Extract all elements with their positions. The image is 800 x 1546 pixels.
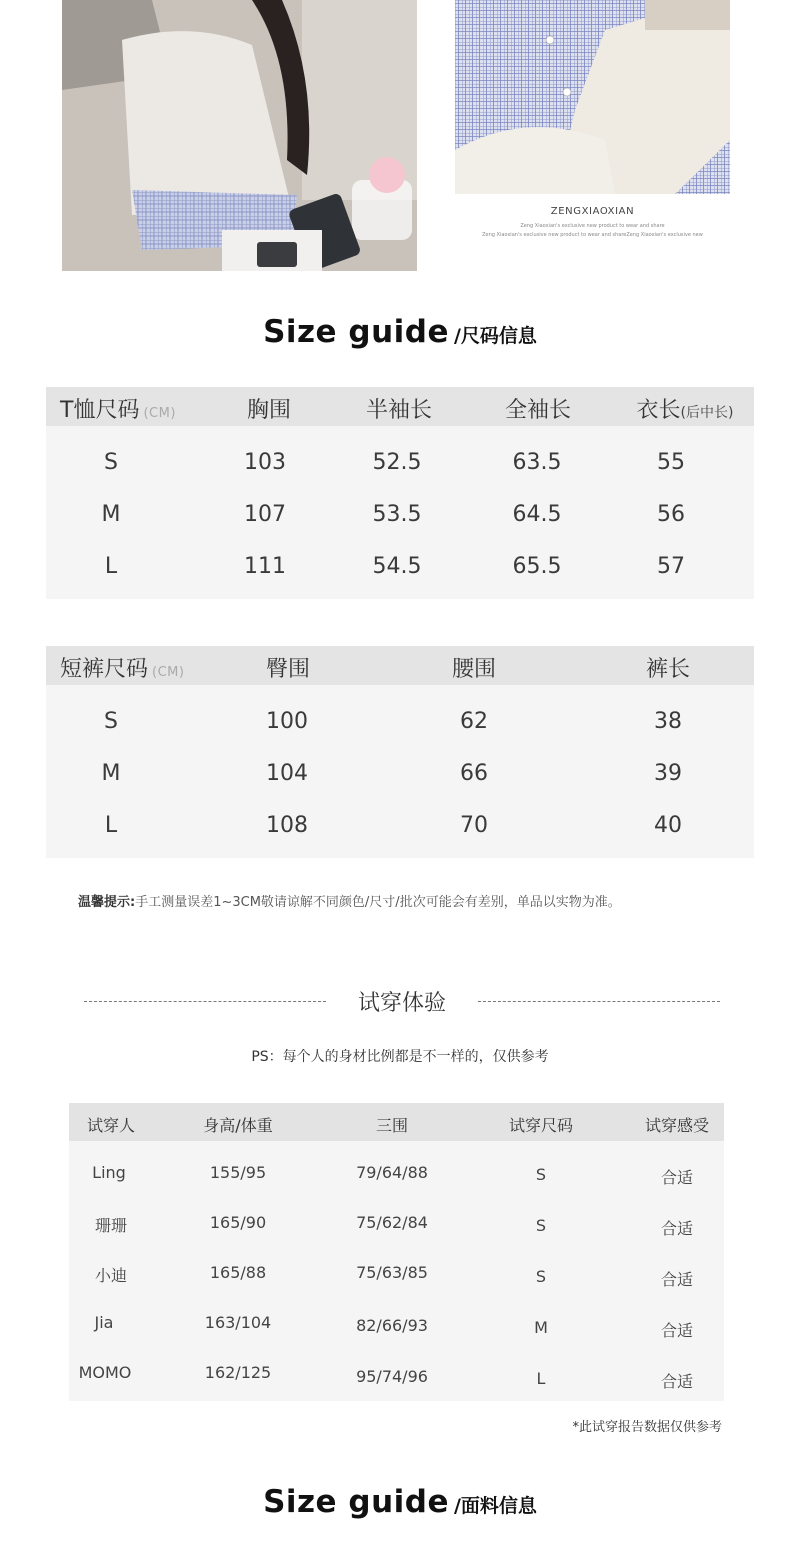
brand-block xyxy=(455,206,730,240)
tried-size: S xyxy=(535,1267,547,1286)
table-body xyxy=(46,426,754,599)
tester-name: Jia xyxy=(94,1313,114,1332)
fit-feeling: 合适 xyxy=(660,1270,694,1289)
value-cell: 63.5 xyxy=(512,450,562,475)
size-cell: L xyxy=(104,813,118,838)
measurements: 82/66/93 xyxy=(356,1316,428,1335)
tip-label: 温馨提示: xyxy=(78,895,136,910)
fitting-table xyxy=(69,1103,724,1401)
column-header: 身高/体重 xyxy=(203,1116,273,1135)
height-weight: 163/104 xyxy=(204,1313,272,1332)
column-header: 三围 xyxy=(375,1116,409,1135)
value-cell: 107 xyxy=(244,502,286,527)
measurement-tip xyxy=(78,891,621,910)
detail-photo-illustration xyxy=(455,0,730,194)
unit-label: (CM) xyxy=(143,406,176,421)
value-cell: 66 xyxy=(460,761,488,786)
value-cell: 54.5 xyxy=(372,554,422,579)
product-photo-model xyxy=(62,0,417,271)
fitting-ps-note: PS：每个人的身材比例都是不一样的，仅供参考 xyxy=(251,1049,549,1065)
measurements: 95/74/96 xyxy=(356,1367,428,1386)
value-cell: 111 xyxy=(244,554,286,579)
fitting-title-text: 试穿体验 xyxy=(357,991,446,1016)
header-label-text: 短裤尺码 xyxy=(60,657,149,682)
value-cell: 100 xyxy=(266,709,308,734)
height-weight: 155/95 xyxy=(209,1163,267,1182)
fitting-title xyxy=(84,986,720,1018)
measurements: 79/64/88 xyxy=(356,1163,428,1182)
column-header-text: 衣长 xyxy=(636,398,681,423)
fit-feeling: 合适 xyxy=(660,1219,694,1238)
size-guide-title-cn: /尺码信息 xyxy=(453,325,537,347)
fitting-footnote: *此试穿报告数据仅供参考 xyxy=(572,1420,722,1435)
value-cell: 70 xyxy=(460,813,488,838)
column-header: 试穿感受 xyxy=(644,1116,710,1135)
tried-size: L xyxy=(536,1369,546,1388)
table-body xyxy=(46,685,754,858)
size-cell: S xyxy=(104,709,118,734)
column-header: 全袖长 xyxy=(504,398,572,423)
size-guide-title xyxy=(0,314,800,350)
value-cell: 65.5 xyxy=(512,554,562,579)
column-header: 试穿尺码 xyxy=(508,1116,574,1135)
column-header xyxy=(637,393,734,424)
value-cell: 39 xyxy=(654,761,682,786)
model-photo-illustration xyxy=(62,0,417,271)
height-weight: 165/88 xyxy=(209,1263,267,1282)
fit-feeling: 合适 xyxy=(660,1372,694,1391)
header-label xyxy=(60,393,176,424)
value-cell: 108 xyxy=(266,813,308,838)
brand-tagline-secondary: Zeng Xiaoxian's exclusive new product to wear and shareZeng Xiaoxian's exclusive new xyxy=(482,232,703,238)
header-label xyxy=(60,652,184,683)
unit-label: (CM) xyxy=(152,665,185,680)
table-header xyxy=(46,387,754,426)
divider-right xyxy=(478,1001,720,1002)
table-header xyxy=(69,1103,724,1141)
value-cell: 57 xyxy=(657,554,685,579)
column-header: 胸围 xyxy=(246,398,292,423)
fit-feeling: 合适 xyxy=(660,1321,694,1340)
value-cell: 40 xyxy=(654,813,682,838)
fabric-guide-title xyxy=(0,1484,800,1520)
column-header: 腰围 xyxy=(451,657,497,682)
tried-size: M xyxy=(534,1318,548,1337)
column-header: 臀围 xyxy=(265,657,311,682)
value-cell: 55 xyxy=(657,450,685,475)
value-cell: 38 xyxy=(654,709,682,734)
brand-tagline: Zeng Xiaoxian's exclusive new product to wear and share xyxy=(520,223,665,229)
tried-size: S xyxy=(535,1216,547,1235)
tester-name: Ling xyxy=(92,1163,126,1182)
size-cell: S xyxy=(104,450,118,475)
size-cell: L xyxy=(104,554,118,579)
value-cell: 52.5 xyxy=(372,450,422,475)
value-cell: 104 xyxy=(266,761,308,786)
value-cell: 103 xyxy=(244,450,286,475)
shorts-size-table xyxy=(46,646,754,858)
tried-size: S xyxy=(535,1165,547,1184)
column-header: 半袖长 xyxy=(365,398,433,423)
value-cell: 53.5 xyxy=(372,502,422,527)
value-cell: 56 xyxy=(657,502,685,527)
tester-name: 珊珊 xyxy=(94,1216,128,1235)
tshirt-size-table xyxy=(46,387,754,599)
size-cell: M xyxy=(101,502,121,527)
value-cell: 62 xyxy=(460,709,488,734)
measurements: 75/62/84 xyxy=(356,1213,428,1232)
size-cell: M xyxy=(101,761,121,786)
column-header-sub: (后中长) xyxy=(680,405,734,421)
table-header xyxy=(46,646,754,685)
product-photo-detail xyxy=(455,0,730,194)
tip-text: 手工测量误差1~3CM敬请谅解不同颜色/尺寸/批次可能会有差别，单品以实物为准。 xyxy=(135,895,621,910)
table-body xyxy=(69,1141,724,1401)
value-cell: 64.5 xyxy=(512,502,562,527)
column-header: 裤长 xyxy=(645,657,691,682)
fabric-guide-title-cn: /面料信息 xyxy=(453,1495,537,1517)
header-label-text: T恤尺码 xyxy=(60,398,140,423)
tester-name: MOMO xyxy=(78,1363,132,1382)
height-weight: 162/125 xyxy=(204,1363,272,1382)
fit-feeling: 合适 xyxy=(660,1168,694,1187)
brand-name: ZENGXIAOXIAN xyxy=(550,206,635,217)
measurements: 75/63/85 xyxy=(356,1263,428,1282)
height-weight: 165/90 xyxy=(209,1213,267,1232)
column-header: 试穿人 xyxy=(86,1116,136,1135)
tester-name: 小迪 xyxy=(94,1266,128,1285)
size-guide-title-en: Size guide xyxy=(263,314,449,350)
fabric-guide-title-en: Size guide xyxy=(263,1484,449,1520)
